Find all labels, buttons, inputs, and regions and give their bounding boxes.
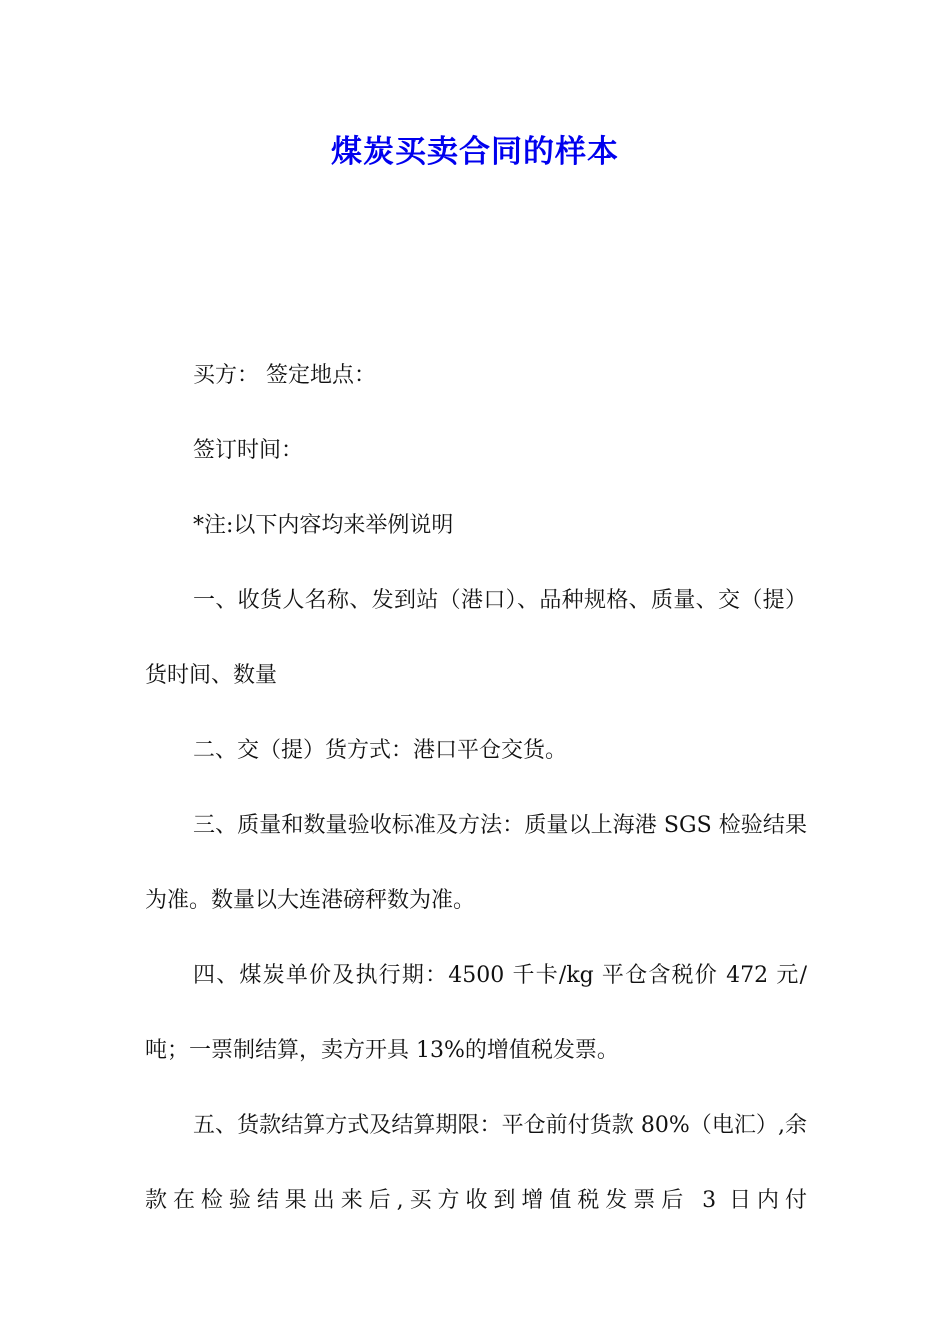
paragraph-clause-3: 三、质量和数量验收标准及方法：质量以上海港 SGS 检验结果为准。数量以大连港磅秤数为准。 <box>145 813 807 913</box>
paragraph-buyer-place: 买方： 签定地点： <box>193 363 376 388</box>
paragraph-clause-2: 二、交（提）货方式：港口平仓交货。 <box>193 738 568 763</box>
document-body <box>145 338 807 1238</box>
paragraph-clause-1: 一、收货人名称、发到站（港口）、品种规格、质量、交（提）货时间、数量 <box>145 588 807 688</box>
document-title: 煤炭买卖合同的样本 <box>331 134 619 170</box>
paragraph-clause-4: 四、煤炭单价及执行期：4500 千卡/kg 平仓含税价 472 元/吨；一票制结算，卖方开具 13%的增值税发票。 <box>145 963 807 1063</box>
paragraph-note: *注:以下内容均来举例说明 <box>193 513 454 538</box>
paragraph-clause-5: 五、货款结算方式及结算期限：平仓前付货款 80%（电汇）,余款在检验结果出来后,买方收到增值税发票后 3 日内付 <box>145 1113 807 1213</box>
paragraph-sign-time: 签订时间： <box>193 438 304 463</box>
